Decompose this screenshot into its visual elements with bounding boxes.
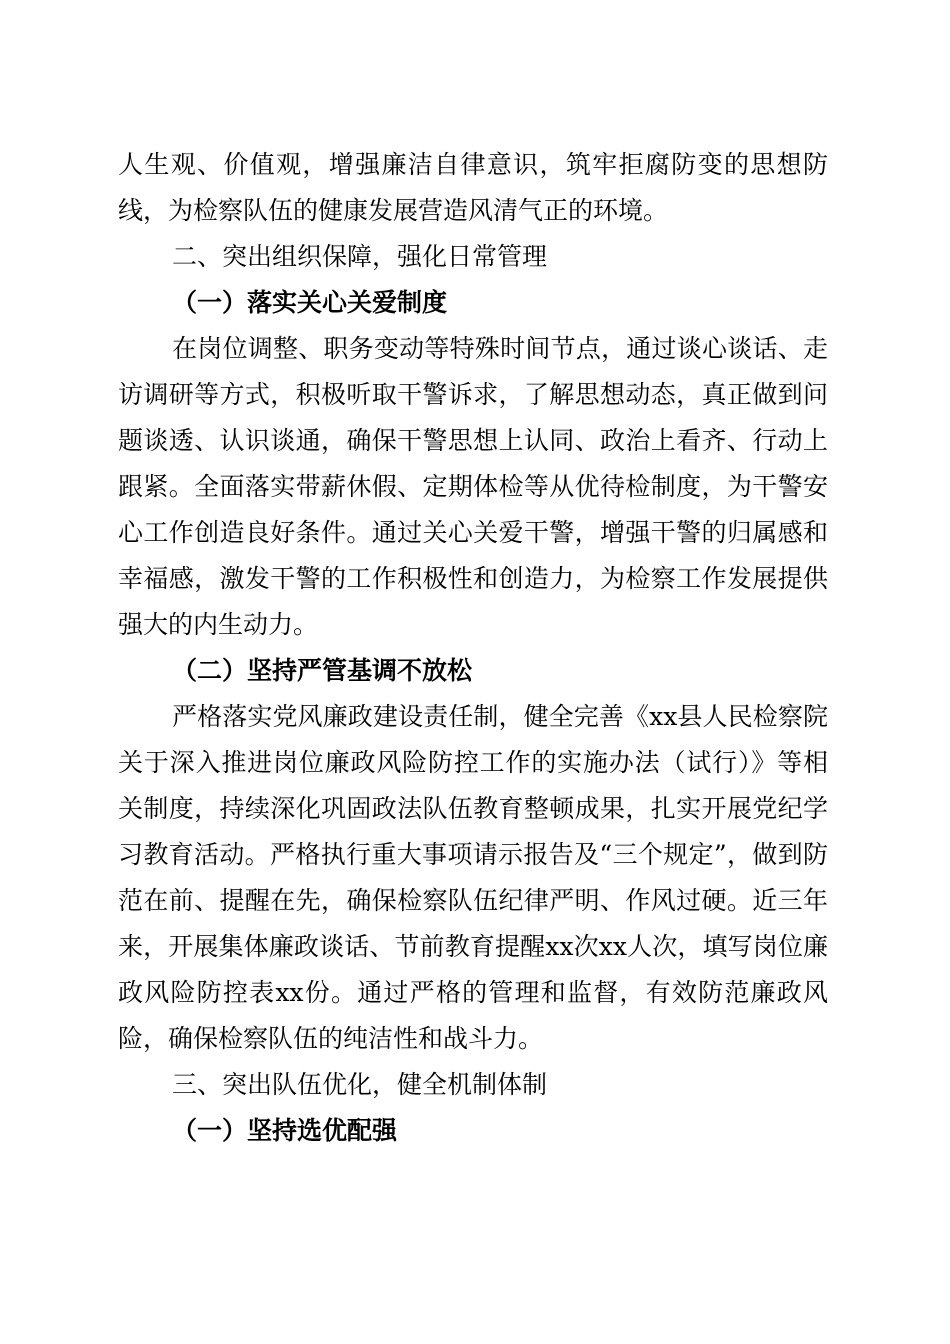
document-body bbox=[118, 142, 828, 1154]
subheading-2-1: （一）落实关心关爱制度 bbox=[172, 288, 448, 317]
section-heading-3: 三、突出队伍优化，健全机制体制 bbox=[172, 1070, 548, 1099]
subheading-3-1: （一）坚持选优配强 bbox=[172, 1116, 398, 1145]
section-heading-2: 二、突出组织保障，强化日常管理 bbox=[172, 242, 548, 271]
paragraph-continuation: 人生观、价值观，增强廉洁自律意识，筑牢拒腐防变的思想防线，为检察队伍的健康发展营造风清气正的环境。 bbox=[118, 150, 828, 225]
paragraph-2-2: 严格落实党风廉政建设责任制，健全完善《xx县人民检察院关于深入推进岗位廉政风险防控工作的实施办法（试行）》等相关制度，持续深化巩固政法队伍教育整顿成果，扎实开展党纪学习教育活动。严格执行重大事项请示报告及“三个规定”，做到防范在前、提醒在先，确保检察队伍纪律严明、作风过硬。近三年来，开展集体廉政谈话、节前教育提醒xx次xx人次，填写岗位廉政风险防控表xx份。通过严格的管理和监督，有效防范廉政风险，确保检察队伍的纯洁性和战斗力。 bbox=[118, 702, 828, 1053]
subheading-2-2: （二）坚持严管基调不放松 bbox=[172, 656, 473, 685]
paragraph-2-1: 在岗位调整、职务变动等特殊时间节点，通过谈心谈话、走访调研等方式，积极听取干警诉求，了解思想动态，真正做到问题谈透、认识谈通，确保干警思想上认同、政治上看齐、行动上跟紧。全面落实带薪休假、定期体检等从优待检制度，为干警安心工作创造良好条件。通过关心关爱干警，增强干警的归属感和幸福感，激发干警的工作积极性和创造力，为检察工作发展提供强大的内生动力。 bbox=[118, 334, 828, 639]
